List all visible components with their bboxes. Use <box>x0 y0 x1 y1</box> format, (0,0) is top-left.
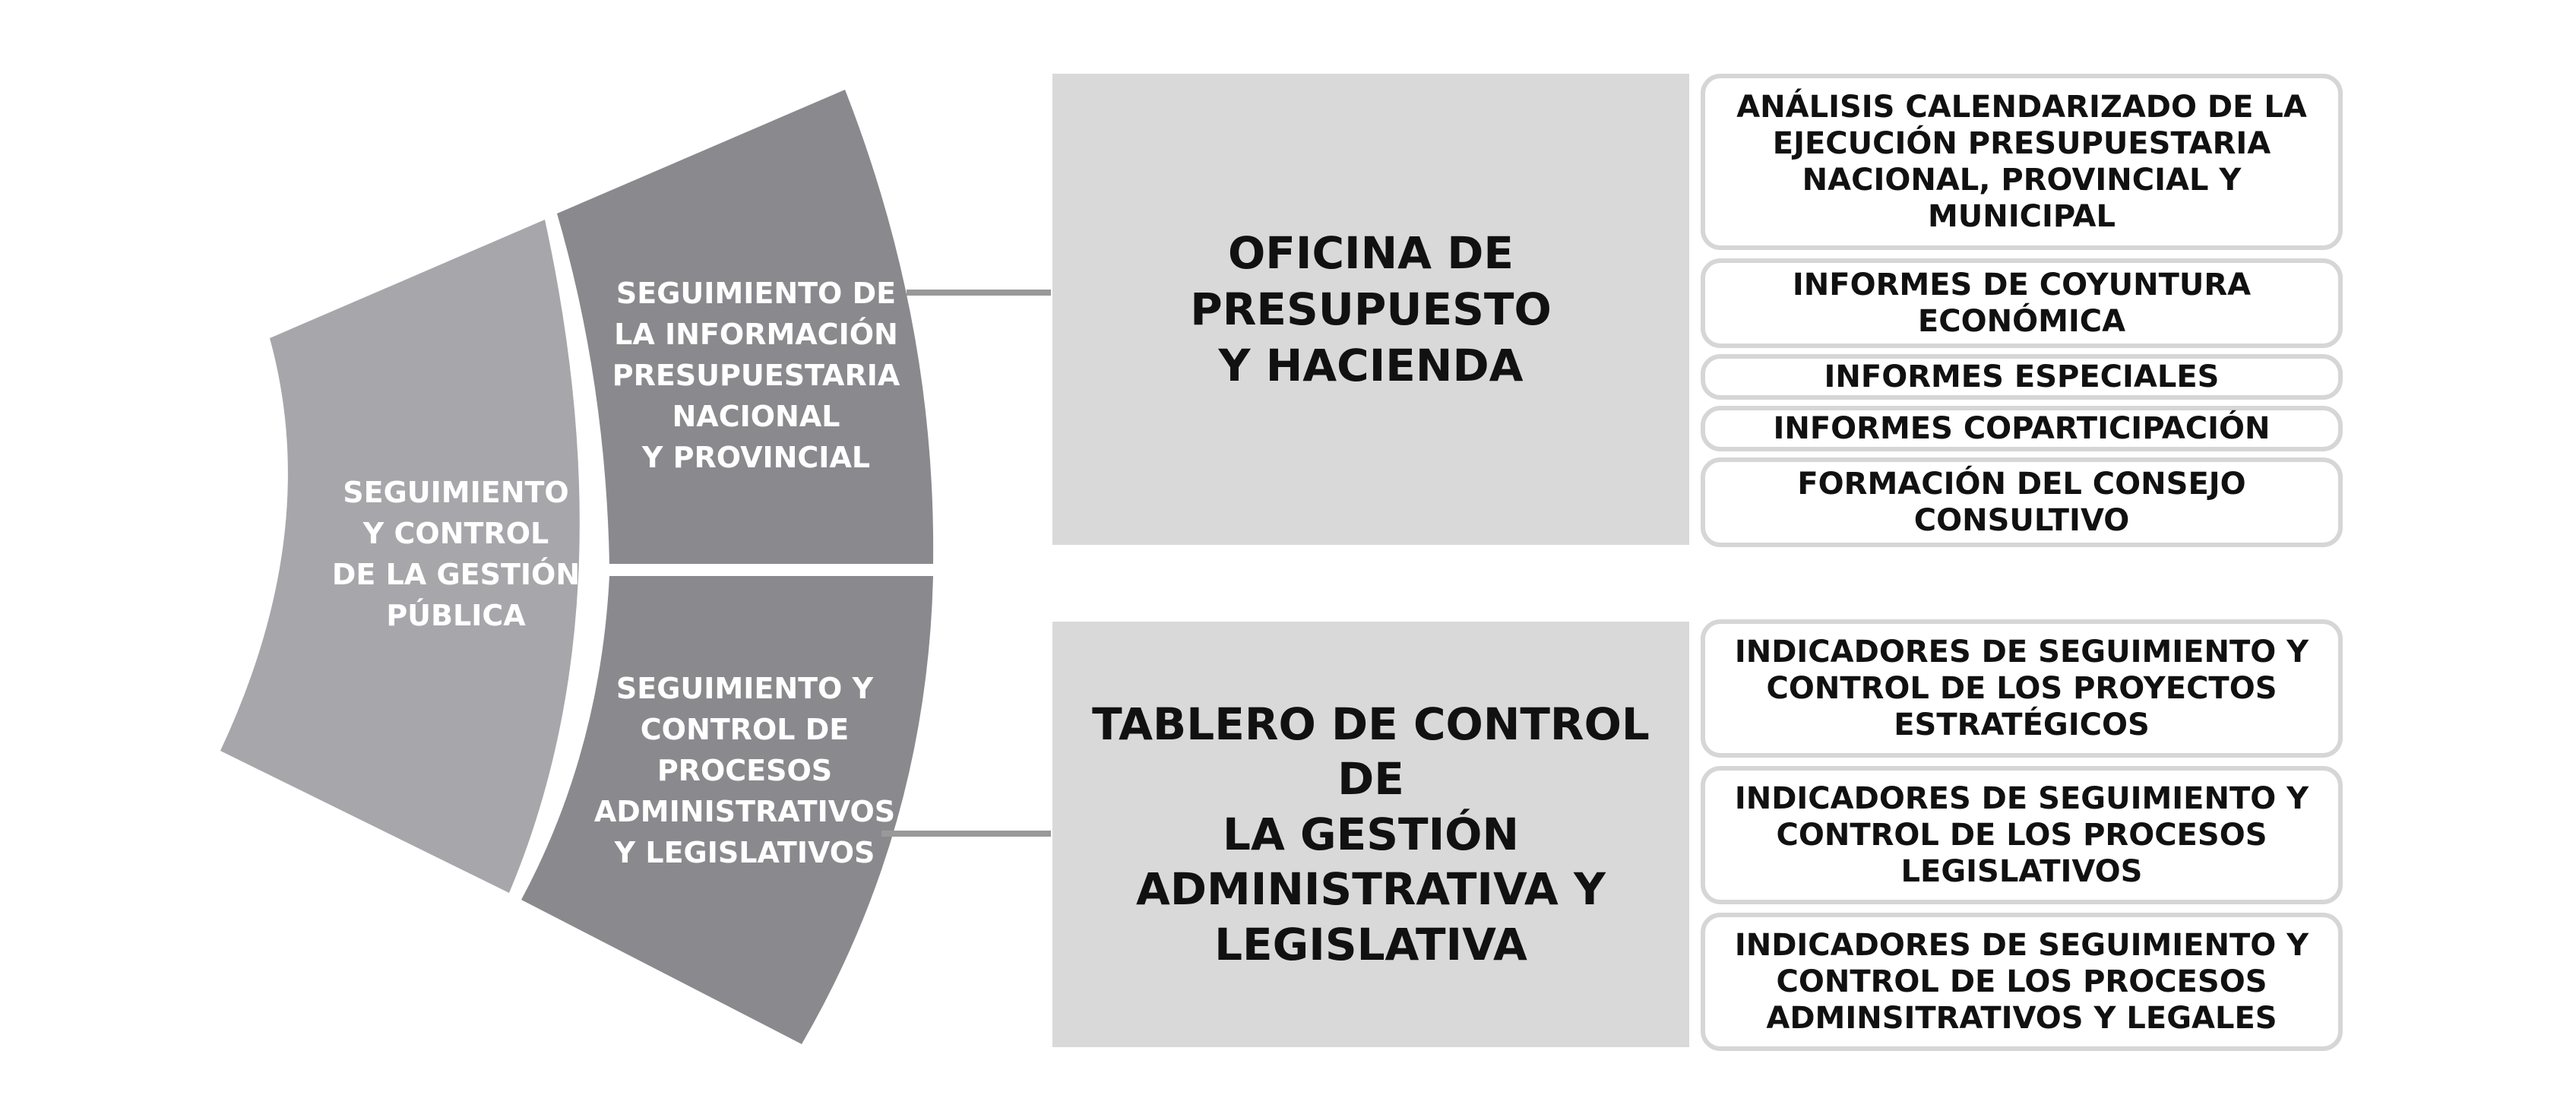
item-informes-coparticipacion: INFORMES COPARTICIPACIÓN <box>1701 406 2343 451</box>
office-tablero-box: TABLERO DE CONTROL DE LA GESTIÓN ADMINISTRATIVA Y LEGISLATIVA <box>1052 622 1689 1047</box>
item-formacion-consejo: FORMACIÓN DEL CONSEJO CONSULTIVO <box>1701 457 2343 547</box>
upper-branch-label: SEGUIMIENTO DE LA INFORMACIÓN PRESUPUESTARIA NACIONAL Y PROVINCIAL <box>612 277 900 474</box>
item-indicadores-administrativos: INDICADORES DE SEGUIMIENTO Y CONTROL DE LOS PROCESOS ADMINSITRATIVOS Y LEGALES <box>1701 913 2343 1051</box>
item-analisis-calendarizado: ANÁLISIS CALENDARIZADO DE LA EJECUCIÓN PRESUPUESTARIA NACIONAL, PROVINCIAL Y MUNICIPAL <box>1701 74 2343 250</box>
lower-branch-label: SEGUIMIENTO Y CONTROL DE PROCESOS ADMINISTRATIVOS Y LEGISLATIVOS <box>593 672 896 869</box>
item-informes-coyuntura: INFORMES DE COYUNTURA ECONÓMICA <box>1701 258 2343 348</box>
office-presupuesto-box: OFICINA DE PRESUPUESTO Y HACIENDA <box>1052 74 1689 545</box>
center-label: SEGUIMIENTO Y CONTROL DE LA GESTIÓN PÚBLICA <box>331 476 581 632</box>
item-indicadores-legislativos: INDICADORES DE SEGUIMIENTO Y CONTROL DE LOS PROCESOS LEGISLATIVOS <box>1701 766 2343 904</box>
item-informes-especiales: INFORMES ESPECIALES <box>1701 354 2343 400</box>
item-indicadores-proyectos: INDICADORES DE SEGUIMIENTO Y CONTROL DE LOS PROYECTOS ESTRATÉGICOS <box>1701 619 2343 758</box>
